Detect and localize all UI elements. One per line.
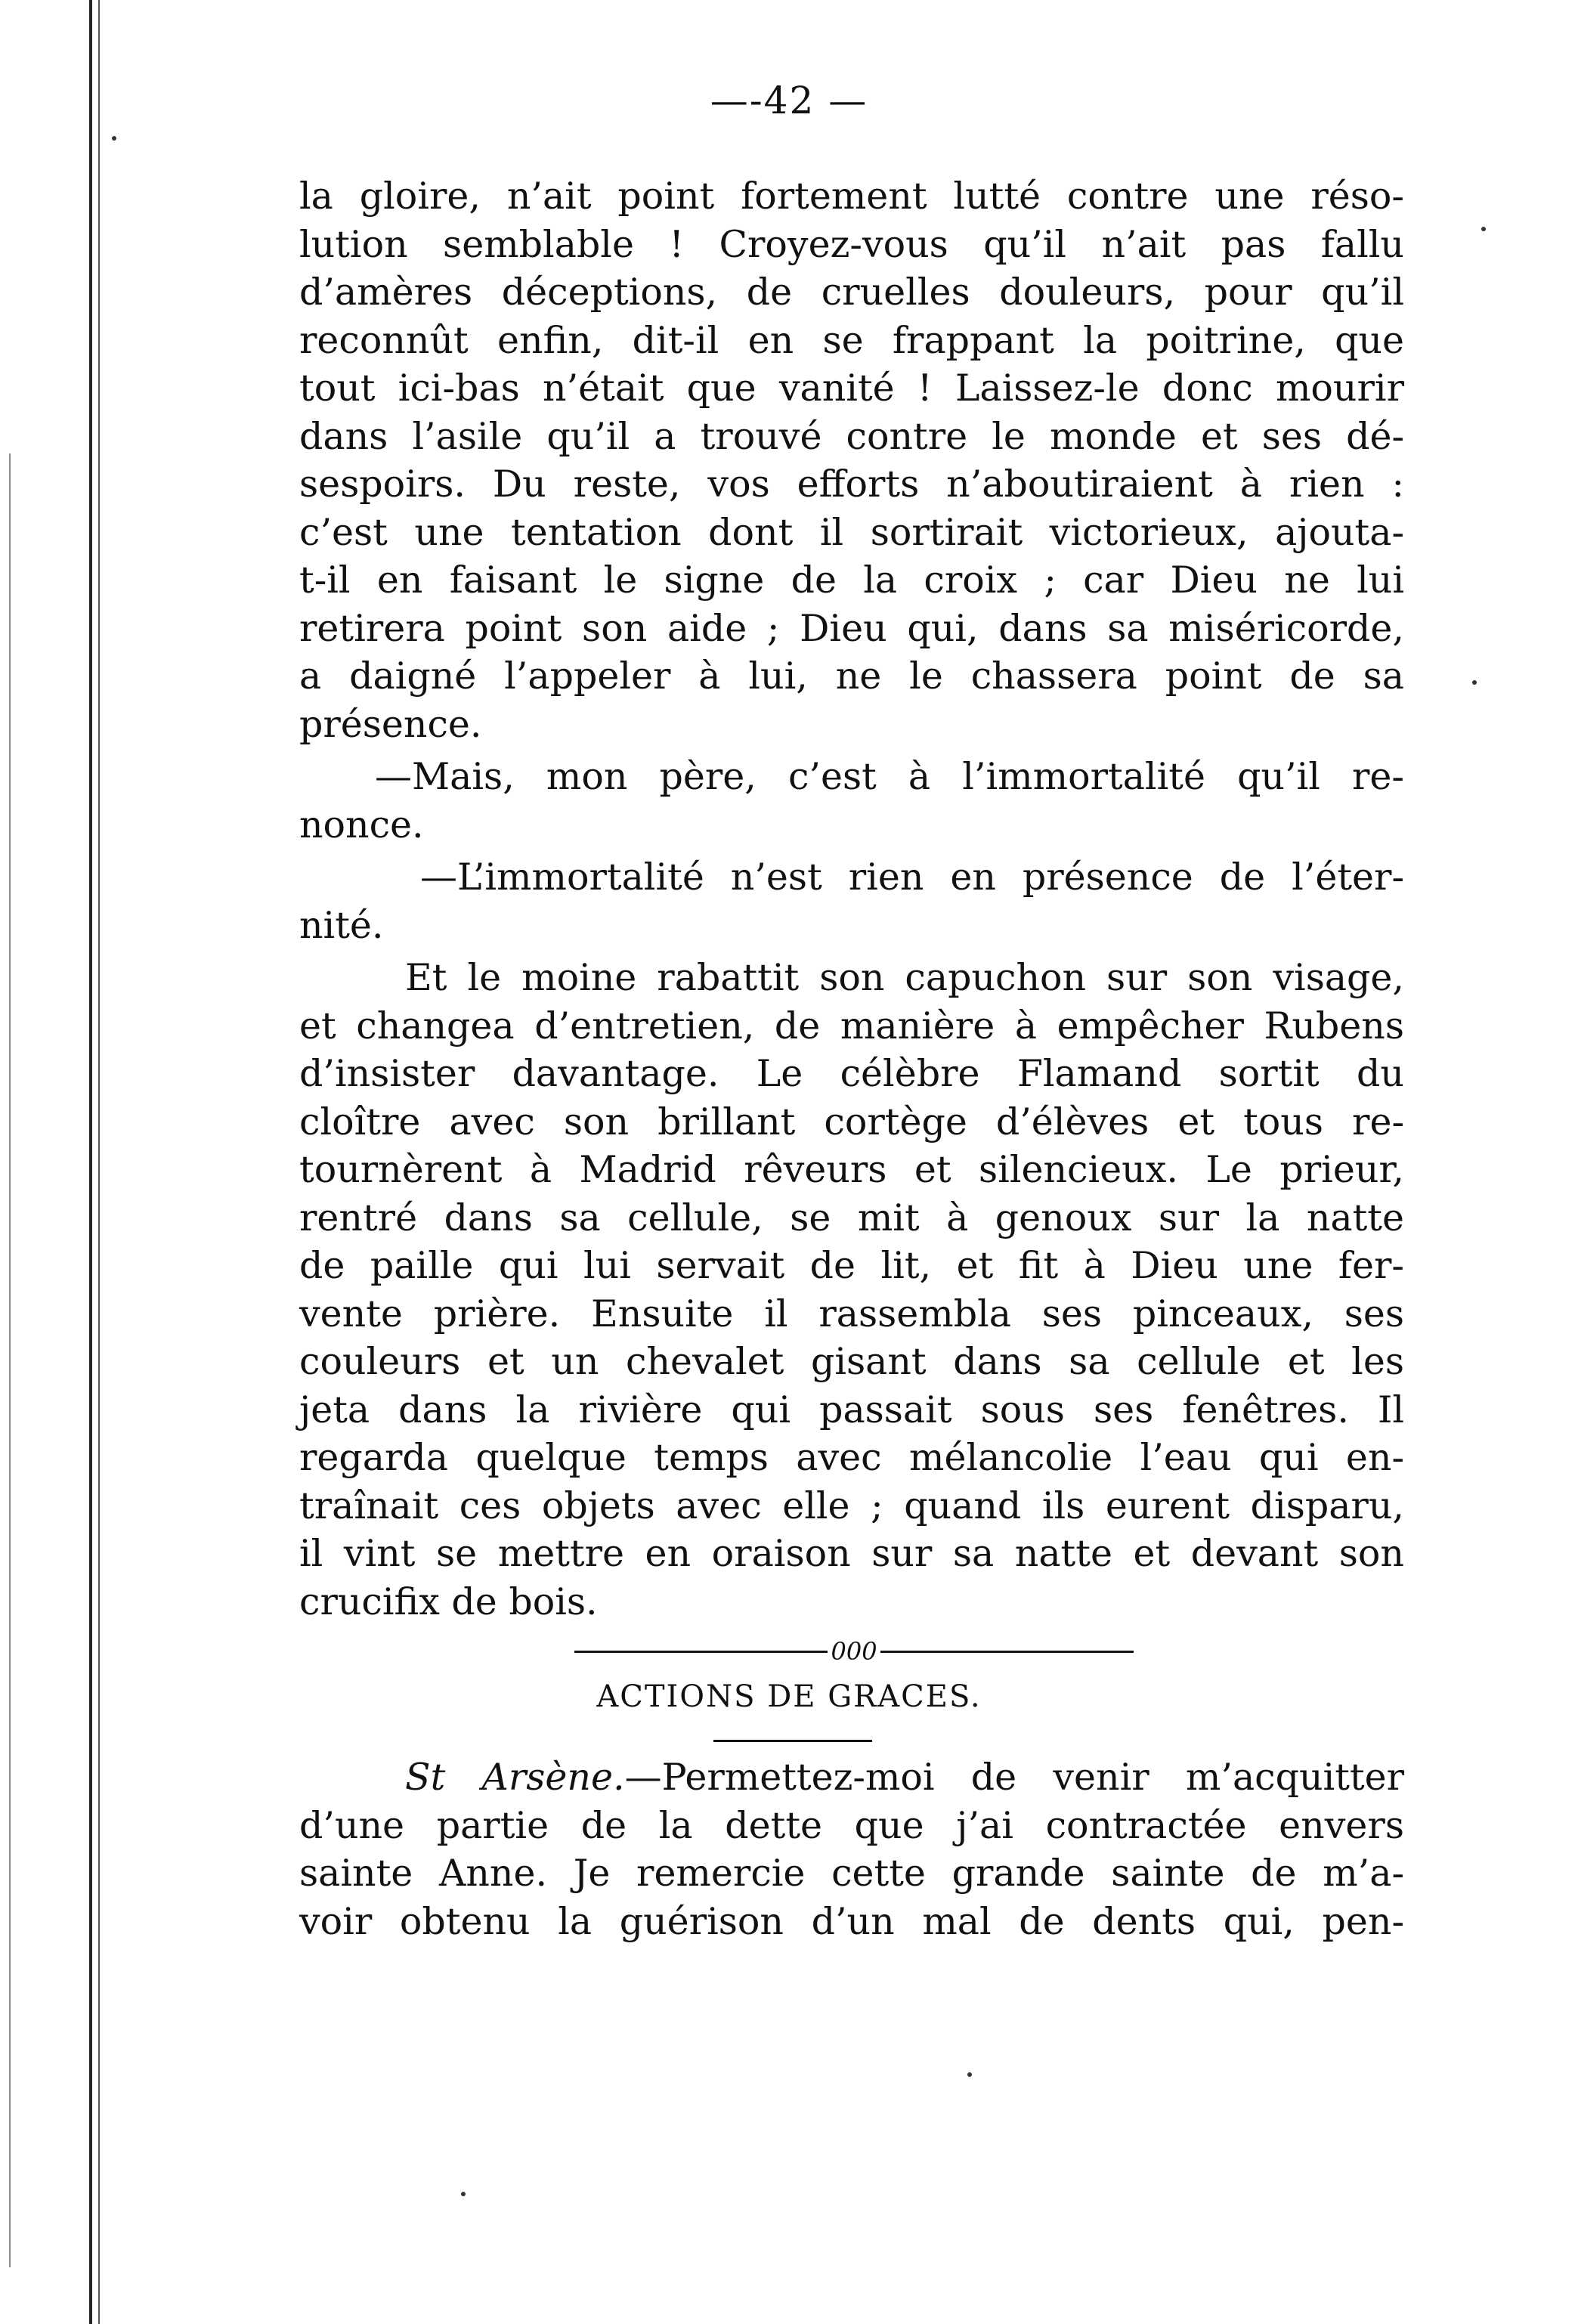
scan-edge-line <box>98 0 100 2324</box>
scan-speck <box>1472 680 1477 685</box>
main-text <box>299 172 1404 1626</box>
text-line: présence. <box>299 702 482 746</box>
testimony-speaker: St Arsène. <box>405 1756 625 1799</box>
text-line: c’est une tentation dont il sortirait victorieux, ajouta- <box>299 510 1404 554</box>
text-line: la gloire, n’ait point fortement lutté contre une réso- <box>299 175 1404 218</box>
section-title: ACTIONS DE GRACES. <box>596 1679 982 1714</box>
text-line: de paille qui lui servait de lit, et fit à Dieu une fer- <box>299 1244 1404 1287</box>
text-line: couleurs et un chevalet gisant dans sa cellule et les <box>299 1340 1404 1383</box>
title-underline-rule <box>713 1740 872 1742</box>
scan-edge-line <box>89 0 92 2324</box>
separator-mark: 000 <box>831 1637 877 1666</box>
text-line: traînait ces objets avec elle ; quand ils eurent disparu, <box>299 1484 1404 1527</box>
text-line: rentré dans sa cellule, se mit à genoux sur la natte <box>299 1196 1404 1239</box>
paragraph <box>299 954 1404 1626</box>
text-line: Et le moine rabattit son capuchon sur son visage, <box>405 956 1404 999</box>
paragraph <box>299 853 1404 949</box>
scan-speck <box>1481 227 1486 231</box>
testimony-first-line-text: —Permettez-moi de venir m’acquitter <box>624 1756 1405 1799</box>
text-line: —L’immortalité n’est rien en présence de l’éter- <box>420 856 1404 899</box>
text-line: a daigné l’appeler à lui, ne le chassera point de sa <box>299 654 1404 698</box>
scan-speck <box>967 2072 972 2077</box>
text-line: il vint se mettre en oraison sur sa natte et devant son <box>299 1532 1404 1575</box>
text-line: —Mais, mon père, c’est à l’immortalité qu’il re- <box>375 755 1404 798</box>
testimony-line: sainte Anne. Je remercie cette grande sainte de m’a- <box>299 1852 1404 1895</box>
text-line: tournèrent à Madrid rêveurs et silencieux. Le prieur, <box>299 1148 1404 1191</box>
text-line: vente prière. Ensuite il rassembla ses pinceaux, ses <box>299 1292 1404 1335</box>
separator-rule-right <box>880 1651 1134 1653</box>
text-line: t-il en faisant le signe de la croix ; car Dieu ne lui <box>299 559 1404 602</box>
scan-speck <box>112 136 116 141</box>
paragraph <box>299 753 1404 849</box>
scan-speck <box>461 2192 466 2196</box>
text-line: et changea d’entretien, de manière à empêcher Rubens <box>299 1004 1404 1048</box>
testimony-first-line <box>299 1753 1404 1802</box>
text-line: sespoirs. Du reste, vos efforts n’aboutiraient à rien : <box>299 463 1404 506</box>
text-line: d’insister davantage. Le célèbre Flamand sortit du <box>299 1052 1404 1095</box>
text-line: reconnût enfin, dit-il en se frappant la poitrine, que <box>299 318 1404 362</box>
separator-rule-left <box>574 1651 828 1653</box>
scan-edge-line <box>9 453 11 2267</box>
text-line: lution semblable ! Croyez-vous qu’il n’ait pas fallu <box>299 222 1404 266</box>
text-line: retirera point son aide ; Dieu qui, dans sa miséricorde, <box>299 606 1404 650</box>
text-line: nonce. <box>299 803 424 846</box>
text-line: nité. <box>299 903 384 947</box>
testimony-line: d’une partie de la dette que j’ai contractée envers <box>299 1803 1404 1847</box>
text-line: d’amères déceptions, de cruelles douleurs, pour qu’il <box>299 271 1404 314</box>
section-separator <box>574 1636 1134 1666</box>
text-line: crucifix de bois. <box>299 1580 598 1623</box>
testimony-line: voir obtenu la guérison d’un mal de dents qui, pen- <box>299 1899 1404 1943</box>
testimony-paragraph <box>299 1753 1404 1945</box>
text-line: cloître avec son brillant cortège d’élèves et tous re- <box>299 1100 1404 1143</box>
text-line: tout ici-bas n’était que vanité ! Laissez-le donc mourir <box>299 367 1404 410</box>
text-line: regarda quelque temps avec mélancolie l’eau qui en- <box>299 1436 1404 1479</box>
page-number: —‑42 — <box>710 79 868 122</box>
text-line: dans l’asile qu’il a trouvé contre le monde et ses dé- <box>299 414 1404 458</box>
paragraph <box>299 172 1404 748</box>
text-line: jeta dans la rivière qui passait sous ses fenêtres. Il <box>299 1388 1404 1431</box>
